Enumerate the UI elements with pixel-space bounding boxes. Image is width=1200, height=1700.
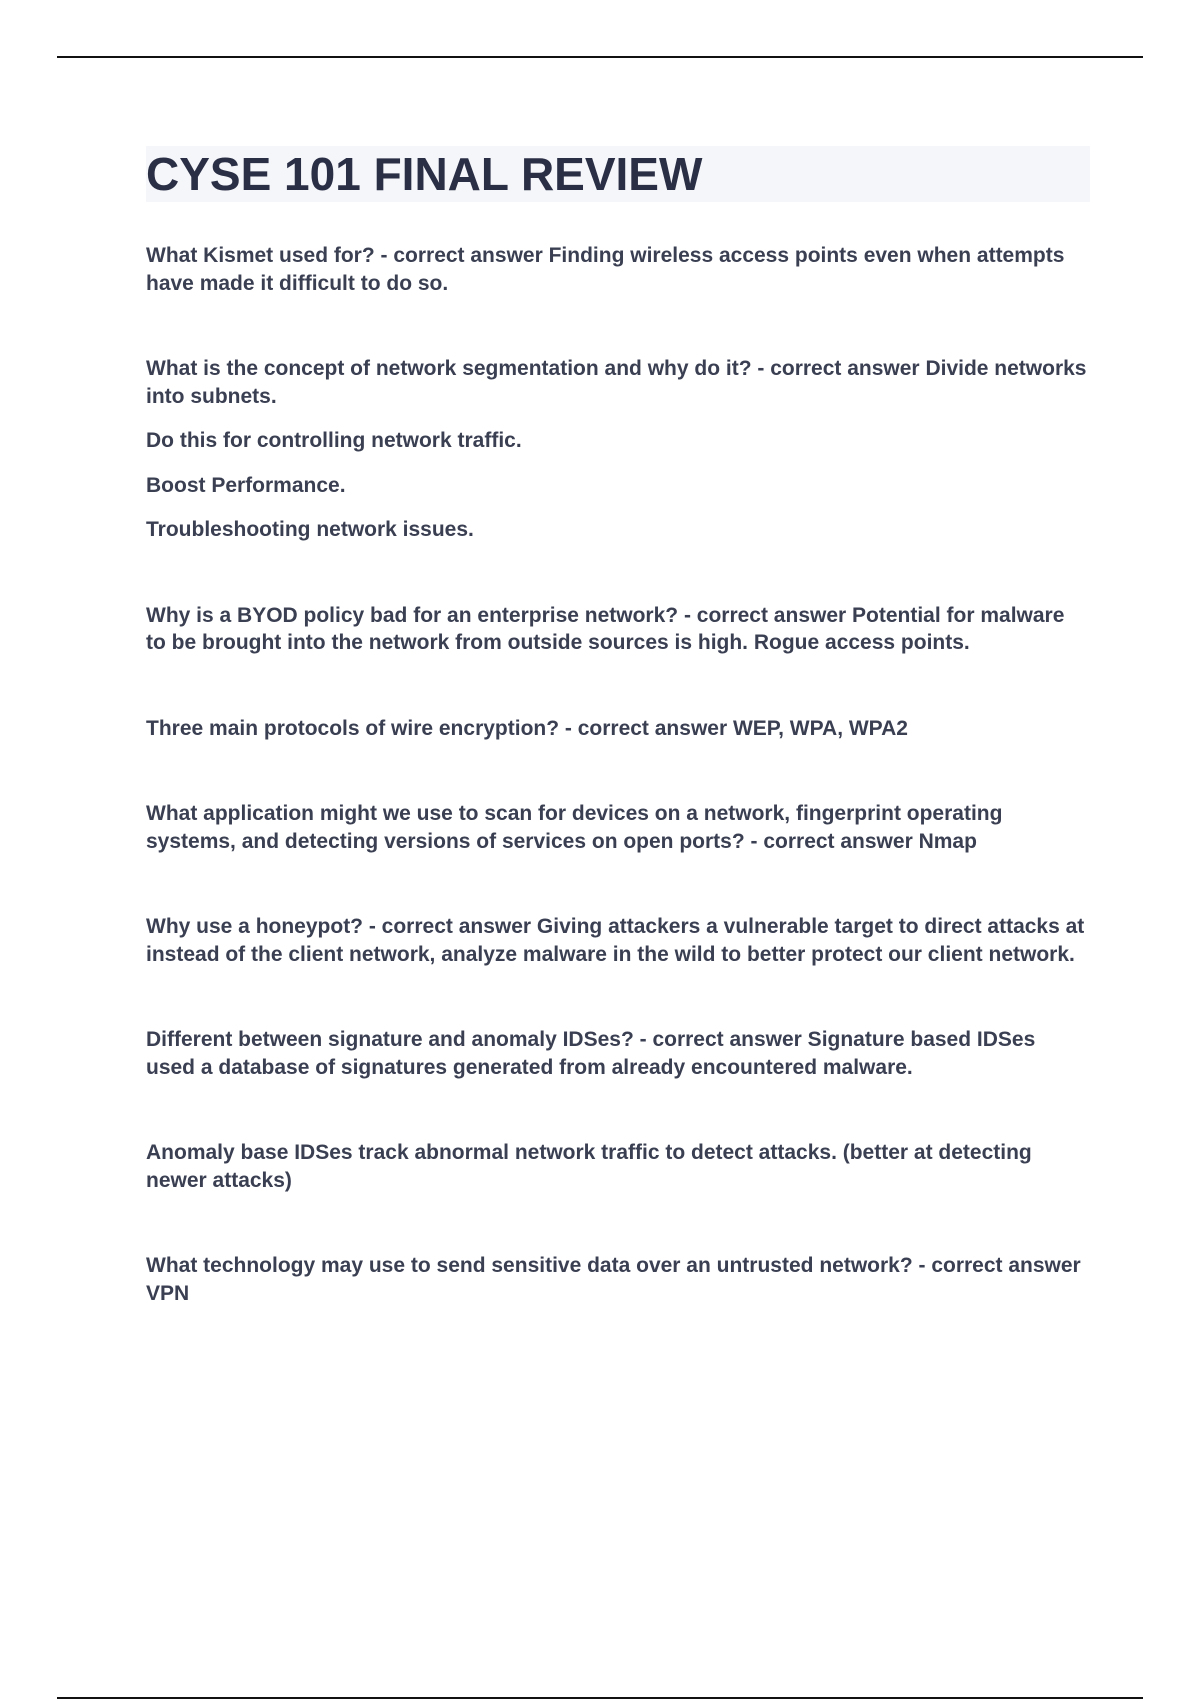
qa-paragraph: Troubleshooting network issues. [146,518,474,541]
top-rule [57,56,1143,58]
qa-entry [146,1252,1090,1307]
qa-paragraph: Do this for controlling network traffic. [146,429,522,452]
qa-entry [146,1139,1090,1194]
qa-paragraph: Why is a BYOD policy bad for an enterprise network? - correct answer Potential for malware to be brought into the network from outside sources is high. Rogue access points. [146,603,1065,654]
document-title: CYSE 101 FINAL REVIEW [146,148,703,200]
qa-paragraph: Different between signature and anomaly IDSes? - correct answer Signature based IDSes used a database of signatures generated from already encountered malware. [146,1028,1036,1079]
qa-entry [146,602,1090,657]
qa-paragraph: What application might we use to scan for devices on a network, fingerprint operating systems, and detecting versions of services on open ports? - correct answer Nmap [146,802,1003,853]
qa-entry [146,355,1090,544]
qa-entry [146,242,1090,297]
qa-entry [146,913,1090,968]
qa-entry [146,800,1090,855]
bottom-rule [57,1697,1143,1699]
qa-entry [146,715,1090,743]
qa-entry [146,1026,1090,1081]
qa-paragraph: What Kismet used for? - correct answer Finding wireless access points even when attempts have made it difficult to do so. [146,244,1065,295]
qa-paragraph: Anomaly base IDSes track abnormal network traffic to detect attacks. (better at detecting newer attacks) [146,1141,1032,1192]
qa-paragraph: What technology may use to send sensitive data over an untrusted network? - correct answer VPN [146,1254,1081,1305]
title-band [146,146,1090,202]
qa-paragraph: Three main protocols of wire encryption? - correct answer WEP, WPA, WPA2 [146,716,908,740]
qa-paragraph: Boost Performance. [146,473,346,497]
document-body [146,146,1090,1365]
qa-paragraph: Why use a honeypot? - correct answer Giving attackers a vulnerable target to direct attacks at instead of the client network, analyze malware in the wild to better protect our client network. [146,915,1085,966]
qa-paragraph: What is the concept of network segmentation and why do it? - correct answer Divide networks into subnets. [146,357,1087,408]
